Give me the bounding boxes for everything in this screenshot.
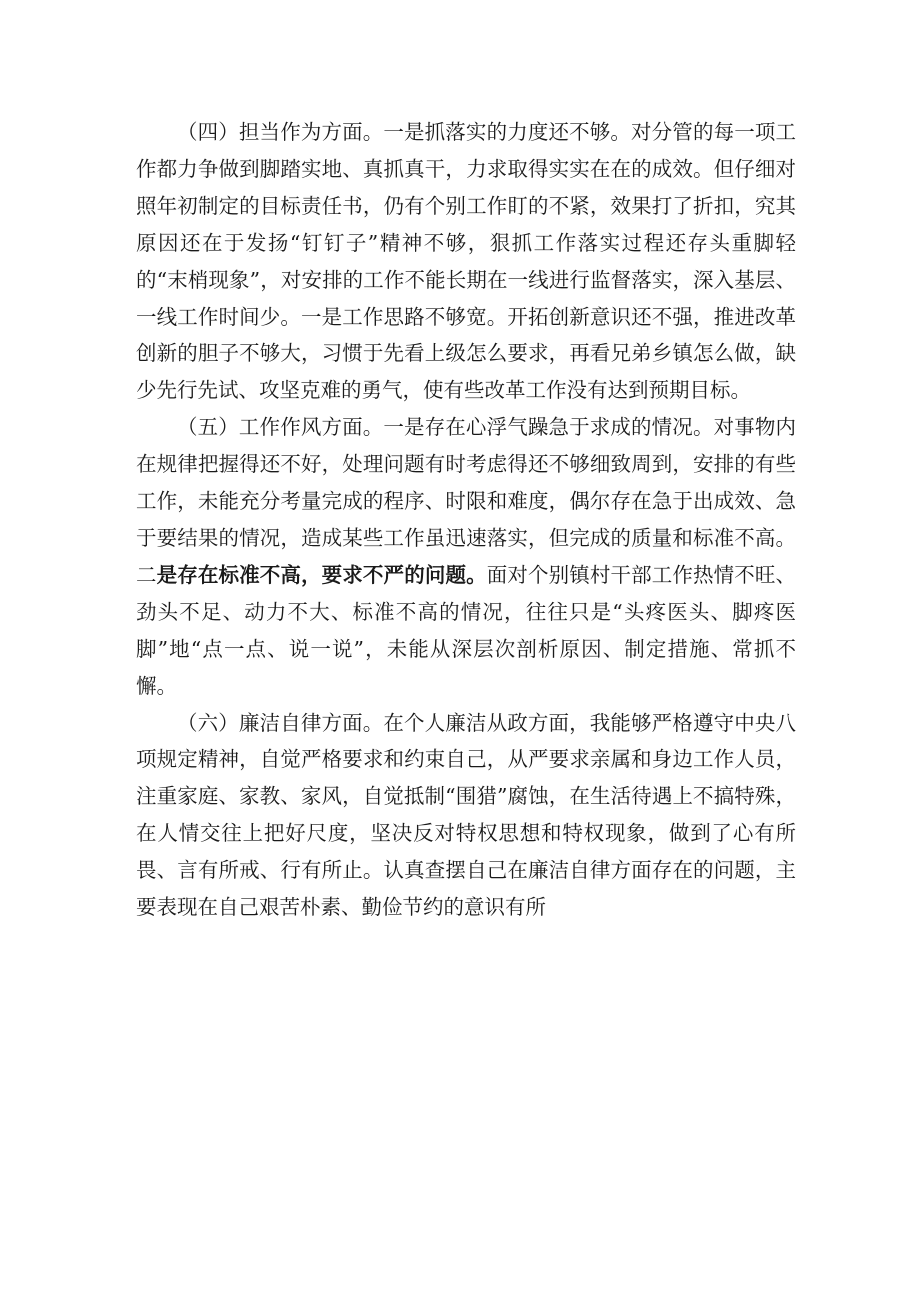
paragraph-text: （六）廉洁自律方面。在个人廉洁从政方面，我能够严格遵守中央八项规定精神，自觉严格要求和约束自己，从严要求亲属和身边工作人员，注重家庭、家教、家风，自觉抵制“围猎”腐蚀，在生活待遇上不搞特殊，在人情交往上把好尺度，坚决反对特权思想和特权现象，做到了心有所畏、言有所戒、行有所止。认真查摆自己在廉洁自律方面存在的问题，主要表现在自己艰苦朴素、勤俭节约的意识有所 [136, 710, 796, 920]
document-body [136, 114, 796, 926]
paragraph-text: （五）工作作风方面。一是存在心浮气躁急于求成的情况。对事物内在规律把握得还不好，处理问题有时考虑得还不够细致周到，安排的有些工作，未能充分考量完成的程序、时限和难度，偶尔存在急于出成效、急于要结果的情况，造成某些工作虽迅速落实，但完成的质量和标准不高。二 [136, 415, 796, 587]
paragraph-bold-text: 是存在标准不高，要求不严的问题。 [156, 562, 487, 587]
paragraph-text: （四）担当作为方面。一是抓落实的力度还不够。对分管的每一项工作都力争做到脚踏实地、真抓真干，力求取得实实在在的成效。但仔细对照年初制定的目标责任书，仍有个别工作盯的不紧，效果打了折扣，究其原因还在于发扬“钉钉子”精神不够，狠抓工作落实过程还存头重脚轻的“末梢现象”，对安排的工作不能长期在一线进行监督落实，深入基层、一线工作时间少。一是工作思路不够宽。开拓创新意识还不强，推进改革创新的胆子不够大，习惯于先看上级怎么要求，再看兄弟乡镇怎么做，缺少先行先试、攻坚克难的勇气，使有些改革工作没有达到预期目标。 [136, 120, 796, 403]
paragraph-text: 面对个别镇村干部工作热情不旺、劲头不足、动力不大、标准不高的情况，往往只是“头疼医头、脚疼医脚”地“点一点、说一说”，未能从深层次剖析原因、制定措施、常抓不懈。 [136, 562, 797, 698]
paragraph-section-5 [136, 409, 796, 704]
paragraph-section-6 [136, 705, 796, 926]
paragraph-section-4 [136, 114, 796, 409]
